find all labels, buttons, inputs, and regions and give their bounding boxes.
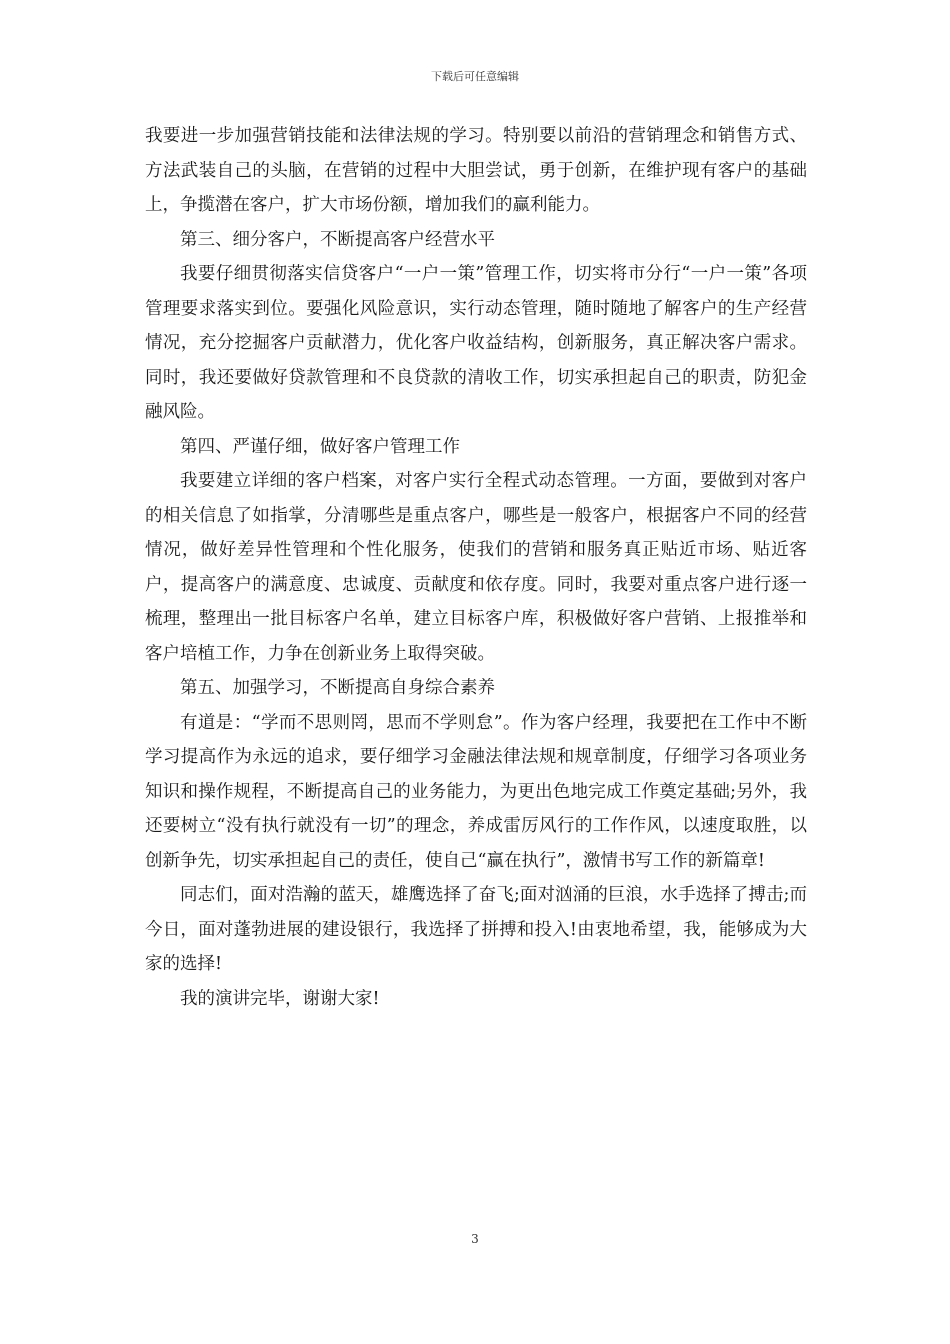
closing-line: 我的演讲完毕，谢谢大家! — [180, 988, 380, 1009]
section-heading-5: 第五、加强学习，不断提高自身综合素养 — [180, 678, 495, 698]
paragraph-continued: 我要进一步加强营销技能和法律法规的学习。特别要以前沿的营销理念和销售方式、方法武装自己的头脑，在营销的过程中大胆尝试，勇于创新，在维护现有客户的基础上，争揽潜在客户，扩大市场份额，增加我们的赢利能力。 — [145, 126, 807, 215]
paragraph: 同志们，面对浩瀚的蓝天，雄鹰选择了奋飞;面对汹涌的巨浪，水手选择了搏击;而今日，面对蓬勃进展的建设银行，我选择了拼搏和投入!由衷地希望，我，能够成为大家的选择! — [145, 885, 807, 974]
page-header: 下载后可任意编辑 — [431, 70, 519, 83]
paragraph: 我要仔细贯彻落实信贷客户“一户一策”管理工作，切实将市分行“一户一策”各项管理要求落实到位。要强化风险意识，实行动态管理，随时随地了解客户的生产经营情况，充分挖掘客户贡献潜力，优化客户收益结构，创新服务，真正解决客户需求。同时，我还要做好贷款管理和不良贷款的清收工作，切实承担起自己的职责，防犯金融风险。 — [145, 264, 807, 422]
paragraph: 有道是：“学而不思则罔，思而不学则怠”。作为客户经理，我要把在工作中不断学习提高作为永远的追求，要仔细学习金融法律法规和规章制度，仔细学习各项业务知识和操作规程，不断提高自己的业务能力，为更出色地完成工作奠定基础;另外，我还要树立“没有执行就没有一切”的理念，养成雷厉风行的工作作风，以速度取胜，以创新争先，切实承担起自己的责任，使自己“赢在执行”，激情书写工作的新篇章! — [145, 712, 807, 871]
document-body — [145, 119, 807, 1016]
section-heading-3: 第三、细分客户，不断提高客户经营水平 — [180, 229, 495, 250]
page-number: 3 — [471, 1232, 479, 1246]
section-heading-4: 第四、严谨仔细，做好客户管理工作 — [180, 436, 460, 457]
paragraph: 我要建立详细的客户档案，对客户实行全程式动态管理。一方面，要做到对客户的相关信息了如指掌，分清哪些是重点客户，哪些是一般客户，根据客户不同的经营情况，做好差异性管理和个性化服务，使我们的营销和服务真正贴近市场、贴近客户，提高客户的满意度、忠诚度、贡献度和依存度。同时，我要对重点客户进行逐一梳理，整理出一批目标客户名单，建立目标客户库，积极做好客户营销、上报推举和客户培植工作，力争在创新业务上取得突破。 — [145, 471, 807, 664]
